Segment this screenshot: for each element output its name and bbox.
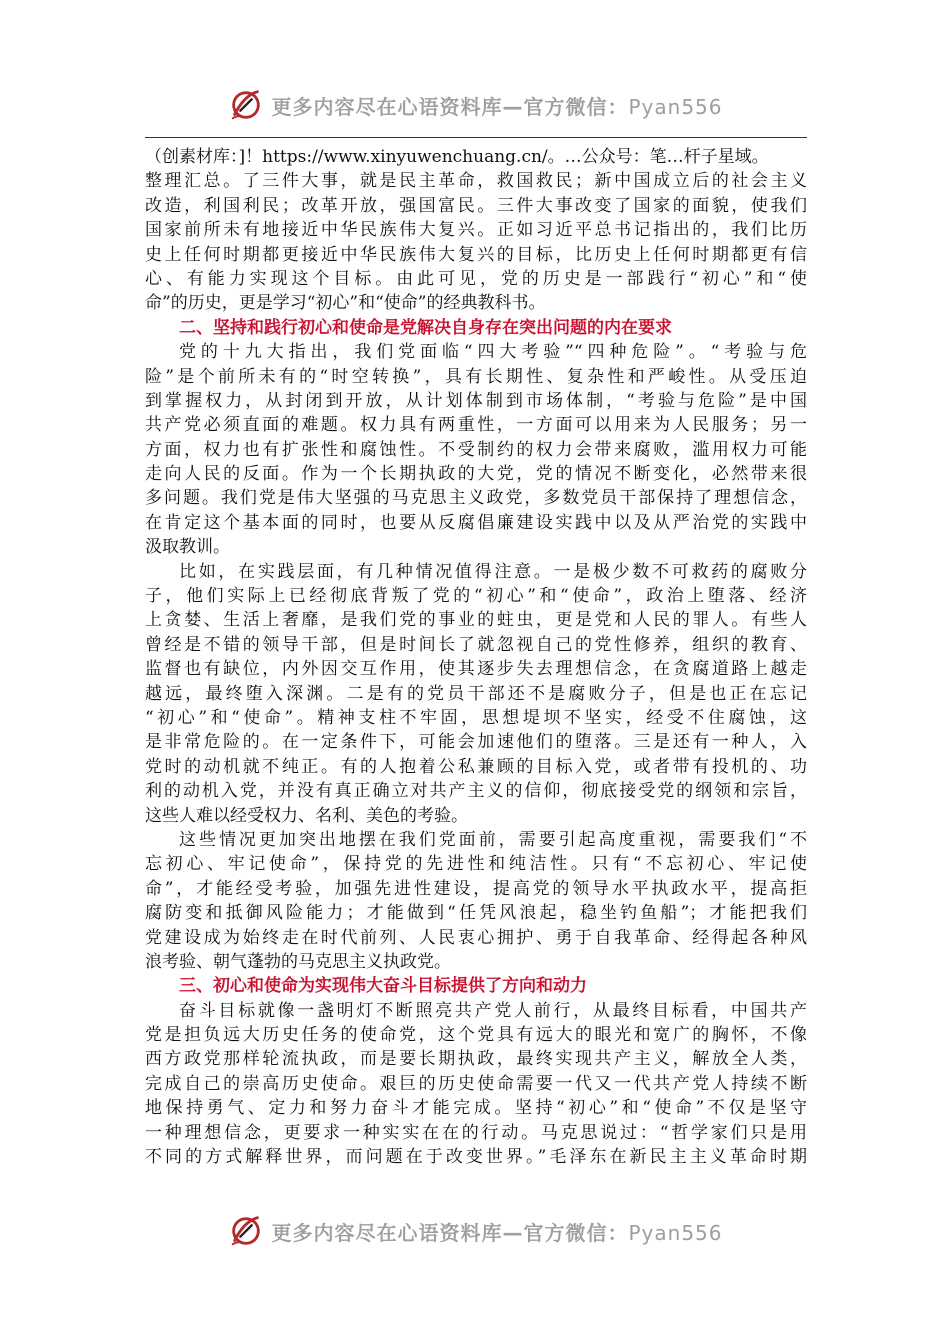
text-line: 比如，在实践层面，有几种情况值得注意。一是极少数不可救药的腐败分 <box>179 561 807 582</box>
text-line: （创素材库：]！https://www.xinyuwenchuang.cn/。…公众号：笔…杆子星域。 <box>145 147 769 167</box>
footer-banner-text: 更多内容尽在心语资料库—官方微信：Pyan556 <box>271 1220 723 1245</box>
text-line: 西方政党那样轮流执政，而是要长期执政，最终实现共产主义，解放全人类， <box>145 1049 807 1070</box>
text-line: 史上任何时期都更接近中华民族伟大复兴的目标，比历史上任何时期都更有信 <box>145 244 807 265</box>
text-line: 曾经是不错的领导干部，但是时间长了就忽视自己的党性修养，组织的教育、 <box>145 634 807 655</box>
text-line: 不同的方式解释世界，而问题在于改变世界。”毛泽东在新民主主义革命时期 <box>145 1147 807 1168</box>
text-line: 在肯定这个基本面的同时，也要从反腐倡廉建设实践中以及从严治党的实践中 <box>145 512 807 533</box>
header-banner-text: 更多内容尽在心语资料库—官方微信：Pyan556 <box>271 94 723 119</box>
header-divider <box>145 137 807 138</box>
text-line: 党的十九大指出，我们党面临“四大考验”“四种危险”。“考验与危 <box>179 342 807 363</box>
text-line: 命”，才能经受考验，加强先进性建设，提高党的领导水平执政水平，提高拒 <box>145 878 807 899</box>
text-line: 监督也有缺位，内外因交互作用，使其逐步失去理想信念，在贪腐道路上越走 <box>145 659 807 680</box>
text-line: 上贪婪、生活上奢靡，是我们党的事业的蛀虫，更是党和人民的罪人。有些人 <box>145 610 807 631</box>
header-banner <box>0 80 950 130</box>
text-line: “初心”和“使命”。精神支柱不牢固，思想堤坝不坚实，经受不住腐蚀，这 <box>145 707 807 728</box>
text-line: 整理汇总。了三件大事，就是民主革命，救国救民；新中国成立后的社会主义 <box>145 171 807 192</box>
text-line: 党时的动机就不纯正。有的人抱着公私兼顾的目标入党，或者带有投机的、功 <box>145 756 807 777</box>
text-line: 越远，最终堕入深渊。二是有的党员干部还不是腐败分子，但是也正在忘记 <box>145 683 807 704</box>
text-line: 完成自己的崇高历史使命。艰巨的历史使命需要一代又一代共产党人持续不断 <box>145 1073 807 1094</box>
section-heading-2: 二、坚持和践行初心和使命是党解决自身存在突出问题的内在要求 <box>179 317 672 338</box>
text-line: 奋斗目标就像一盏明灯不断照亮共产党人前行，从最终目标看，中国共产 <box>179 1000 807 1021</box>
text-line: 方面，权力也有扩张性和腐蚀性。不受制约的权力会带来腐败，滥用权力可能 <box>145 439 807 460</box>
text-line: 这些情况更加突出地摆在我们党面前，需要引起高度重视，需要我们“不 <box>179 829 807 850</box>
text-line: 险”是个前所未有的“时空转换”，具有长期性、复杂性和严峻性。从受压迫 <box>145 366 807 387</box>
text-line: 忘初心、牢记使命”，保持党的先进性和纯洁性。只有“不忘初心、牢记使 <box>145 854 807 875</box>
text-line: 汲取教训。 <box>145 537 230 558</box>
text-line: 一种理想信念，更要求一种实实在在的行动。马克思说过：“哲学家们只是用 <box>145 1122 807 1143</box>
text-line: 多问题。我们党是伟大坚强的马克思主义政党，多数党员干部保持了理想信念， <box>145 488 807 509</box>
text-line: 到掌握权力，从封闭到开放，从计划体制到市场体制，“考验与危险”是中国 <box>145 390 807 411</box>
text-line: 党建设成为始终走在时代前列、人民衷心拥护、勇于自我革命、经得起各种风 <box>145 927 807 948</box>
text-line: 浪考验、朝气蓬勃的马克思主义执政党。 <box>145 951 451 972</box>
text-line: 国家前所未有地接近中华民族伟大复兴。正如习近平总书记指出的，我们比历 <box>145 220 807 241</box>
text-line: 走向人民的反面。作为一个长期执政的大党，党的情况不断变化，必然带来很 <box>145 464 807 485</box>
brush-signature-logo-icon <box>227 86 265 124</box>
section-heading-3: 三、初心和使命为实现伟大奋斗目标提供了方向和动力 <box>179 976 587 997</box>
text-line: 心、有能力实现这个目标。由此可见，党的历史是一部践行“初心”和“使 <box>145 268 807 289</box>
text-line: 地保持勇气、定力和努力奋斗才能完成。坚持“初心”和“使命”不仅是坚守 <box>145 1098 807 1119</box>
text-line: 利的动机入党，并没有真正确立对共产主义的信仰，彻底接受党的纲领和宗旨， <box>145 781 807 802</box>
text-line: 命”的历史，更是学习“初心”和“使命”的经典教科书。 <box>145 293 546 314</box>
text-line: 改造，利国利民；改革开放，强国富民。三件大事改变了国家的面貌，使我们 <box>145 195 807 216</box>
text-line: 腐防变和抵御风险能力；才能做到“任凭风浪起，稳坐钓鱼船”；才能把我们 <box>145 903 807 924</box>
text-line: 共产党必须直面的难题。权力具有两重性，一方面可以用来为人民服务；另一 <box>145 415 807 436</box>
header-wechat-id: Pyan556 <box>628 94 723 119</box>
text-line: 党是担负远大历史任务的使命党，这个党具有远大的眼光和宽广的胸怀，不像 <box>145 1025 807 1046</box>
text-line: 子，他们实际上已经彻底背叛了党的“初心”和“使命”，政治上堕落、经济 <box>145 586 807 607</box>
footer-wechat-id: Pyan556 <box>628 1220 723 1245</box>
brush-signature-logo-icon <box>227 1212 265 1250</box>
text-line: 是非常危险的。在一定条件下，可能会加速他们的堕落。三是还有一种人，入 <box>145 732 807 753</box>
footer-banner <box>0 1206 950 1256</box>
text-line: 这些人难以经受权力、名利、美色的考验。 <box>145 805 468 826</box>
document-body <box>145 145 807 1169</box>
